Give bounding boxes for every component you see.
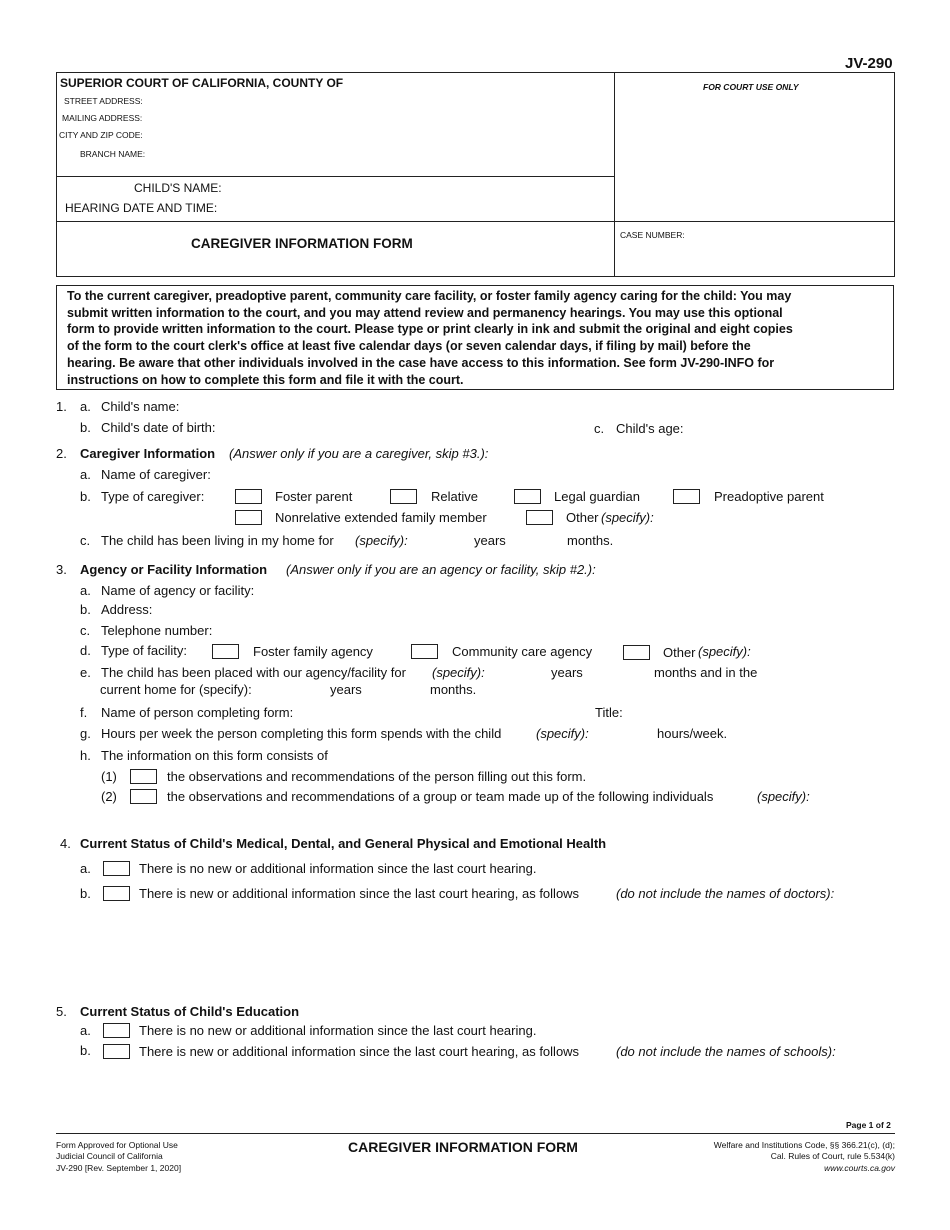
foster-agency-label: Foster family agency [253,644,373,659]
h2-number: (2) [101,789,117,804]
health-no-new-info-label: There is no new or additional information since the last court hearing. [139,861,537,876]
judicial-council: Judicial Council of California [56,1151,163,1161]
section-3-note: (Answer only if you are an agency or facility, skip #2.): [286,562,596,577]
form-number: JV-290 [845,55,893,72]
person-title-field[interactable]: Title: [595,705,623,720]
s2-a-letter: a. [80,467,91,482]
footer-form-title: CAREGIVER INFORMATION FORM [348,1139,578,1155]
hours-week-label[interactable]: hours/week. [657,726,728,741]
welfare-code: Welfare and Institutions Code, §§ 366.21(c), (d); [713,1140,895,1150]
agency-address-field[interactable]: Address: [101,602,153,617]
caregiver-other-label: Other [566,510,599,525]
s2-b-letter: b. [80,489,91,504]
section-5-number: 5. [56,1004,67,1019]
revision-date: JV-290 [Rev. September 1, 2020] [56,1163,182,1173]
intro-line: hearing. Be aware that other individuals involved in the case have access to this information. See form JV-290-INFO for [67,355,775,370]
education-new-info-checkbox[interactable] [103,1044,130,1059]
living-in-home-specify[interactable]: (specify): [355,533,408,548]
education-new-info-label: There is new or additional information since the last court hearing, as follows [139,1044,580,1059]
hearing-date-label[interactable]: HEARING DATE AND TIME: [65,201,218,215]
living-in-home-label: The child has been living in my home for [101,533,334,548]
section-3-number: 3. [56,562,67,577]
preadoptive-parent-label: Preadoptive parent [714,489,824,504]
legal-guardian-label: Legal guardian [554,489,641,504]
facility-type-label: Type of facility: [101,643,187,658]
s2-c-letter: c. [80,533,91,548]
individual-observations-label: the observations and recommendations of the person filling out this form. [167,769,587,784]
childs-name-label[interactable]: CHILD'S NAME: [134,181,222,195]
form-title: CAREGIVER INFORMATION FORM [191,236,413,251]
section-3-title: Agency or Facility Information [80,562,268,577]
preadoptive-parent-checkbox[interactable] [673,489,700,504]
current-home-years[interactable]: years [330,682,362,697]
education-no-new-info-checkbox[interactable] [103,1023,130,1038]
placed-with-agency-label: The child has been placed with our agency/facility for [101,665,406,680]
information-consists-label: The information on this form consists of [101,748,328,763]
form-approved: Form Approved for Optional Use [56,1140,178,1150]
community-care-checkbox[interactable] [411,644,438,659]
hours-specify[interactable]: (specify): [536,726,589,741]
education-new-info-note: (do not include the names of schools): [616,1044,836,1059]
court-use-only: FOR COURT USE ONLY [703,82,799,92]
header-divider [614,72,615,277]
h1-number: (1) [101,769,117,784]
header-rule-1 [56,176,614,177]
relative-checkbox[interactable] [390,489,417,504]
section-1-number: 1. [56,399,67,414]
intro-line: form to provide written information to the court. Please type or print clearly in ink and submit the original and eight copies [67,322,793,337]
relative-label: Relative [431,489,478,504]
placed-months-label[interactable]: months and in the [654,665,758,680]
section-2-title: Caregiver Information [80,446,216,461]
section-2-number: 2. [56,446,67,461]
caregiver-other-checkbox[interactable] [526,510,553,525]
s3-h-letter: h. [80,748,91,763]
city-zip-label[interactable]: CITY AND ZIP CODE: [59,130,143,140]
agency-phone-field[interactable]: Telephone number: [101,623,213,638]
intro-line: submit written information to the court, and you may attend review and permanency hearings. You may use this optional [67,305,783,320]
health-new-info-note: (do not include the names of doctors): [616,886,835,901]
s3-c-letter: c. [80,623,91,638]
nonrelative-label: Nonrelative extended family member [275,510,487,525]
foster-parent-label: Foster parent [275,489,353,504]
section-4-title: Current Status of Child's Medical, Dental, and General Physical and Emotional Health [80,836,607,851]
s4-b-letter: b. [80,886,91,901]
rules-of-court: Cal. Rules of Court, rule 5.534(k) [770,1151,895,1161]
hours-per-week-label: Hours per week the person completing this form spends with the child [101,726,502,741]
s1-a-letter: a. [80,399,91,414]
team-observations-label: the observations and recommendations of a group or team made up of the following individuals [167,789,714,804]
s5-b-letter: b. [80,1043,91,1058]
section-4-number: 4. [60,836,71,851]
caregiver-type-label: Type of caregiver: [101,489,205,504]
placed-specify[interactable]: (specify): [432,665,485,680]
page-number: Page 1 of 2 [846,1120,891,1130]
agency-name-field[interactable]: Name of agency or facility: [101,583,255,598]
community-care-label: Community care agency [452,644,593,659]
intro-instructions [56,285,894,390]
childs-name-field[interactable]: Child's name: [101,399,180,414]
facility-other-checkbox[interactable] [623,645,650,660]
placed-years-label[interactable]: years [551,665,583,680]
team-observations-checkbox[interactable] [130,789,157,804]
legal-guardian-checkbox[interactable] [514,489,541,504]
living-years-label[interactable]: years [474,533,506,548]
facility-other-label: Other [663,645,696,660]
s3-g-letter: g. [80,726,91,741]
header-frame [56,72,895,277]
court-title: SUPERIOR COURT OF CALIFORNIA, COUNTY OF [60,76,344,90]
intro-line: To the current caregiver, preadoptive parent, community care facility, or foster family agency caring for the child: You may [67,289,792,303]
s4-a-letter: a. [80,861,91,876]
individual-observations-checkbox[interactable] [130,769,157,784]
section-5-title: Current Status of Child's Education [80,1004,300,1019]
caregiver-name-field[interactable]: Name of caregiver: [101,467,211,482]
health-new-info-checkbox[interactable] [103,886,130,901]
health-new-info-label: There is new or additional information since the last court hearing, as follows [139,886,580,901]
case-number-label[interactable]: CASE NUMBER: [620,230,685,240]
foster-agency-checkbox[interactable] [212,644,239,659]
header-rule-2 [56,221,895,222]
current-home-months[interactable]: months. [430,682,477,697]
foster-parent-checkbox[interactable] [235,489,262,504]
intro-line: of the form to the court clerk's office at least five calendar days (or seven calendar days, if filing by mail) before the [67,339,751,354]
childs-age-field[interactable]: Child's age: [616,421,684,436]
s5-a-letter: a. [80,1023,91,1038]
nonrelative-checkbox[interactable] [235,510,262,525]
s1-c-letter: c. [594,421,605,436]
s3-a-letter: a. [80,583,91,598]
person-completing-field[interactable]: Name of person completing form: [101,705,294,720]
s3-d-letter: d. [80,643,91,658]
education-no-new-info-label: There is no new or additional information since the last court hearing. [139,1023,537,1038]
facility-other-specify[interactable]: (specify): [698,644,751,659]
health-no-new-info-checkbox[interactable] [103,861,130,876]
s3-f-letter: f. [80,705,88,720]
s3-e-letter: e. [80,665,91,680]
section-2-note: (Answer only if you are a caregiver, skip #3.): [229,446,489,461]
s1-b-letter: b. [80,420,91,435]
childs-dob-field[interactable]: Child's date of birth: [101,420,216,435]
intro-line: instructions on how to complete this form and file it with the court. [67,372,464,387]
branch-name-label[interactable]: BRANCH NAME: [80,149,146,159]
street-address-label[interactable]: STREET ADDRESS: [64,96,143,106]
current-home-label: current home for (specify): [100,682,252,697]
caregiver-other-specify[interactable]: (specify): [601,510,654,525]
team-specify[interactable]: (specify): [757,789,810,804]
courts-website-link[interactable]: www.courts.ca.gov [824,1163,895,1173]
s3-b-letter: b. [80,602,91,617]
living-months-label[interactable]: months. [567,533,614,548]
mailing-address-label[interactable]: MAILING ADDRESS: [62,113,143,123]
footer-rule [56,1133,895,1134]
